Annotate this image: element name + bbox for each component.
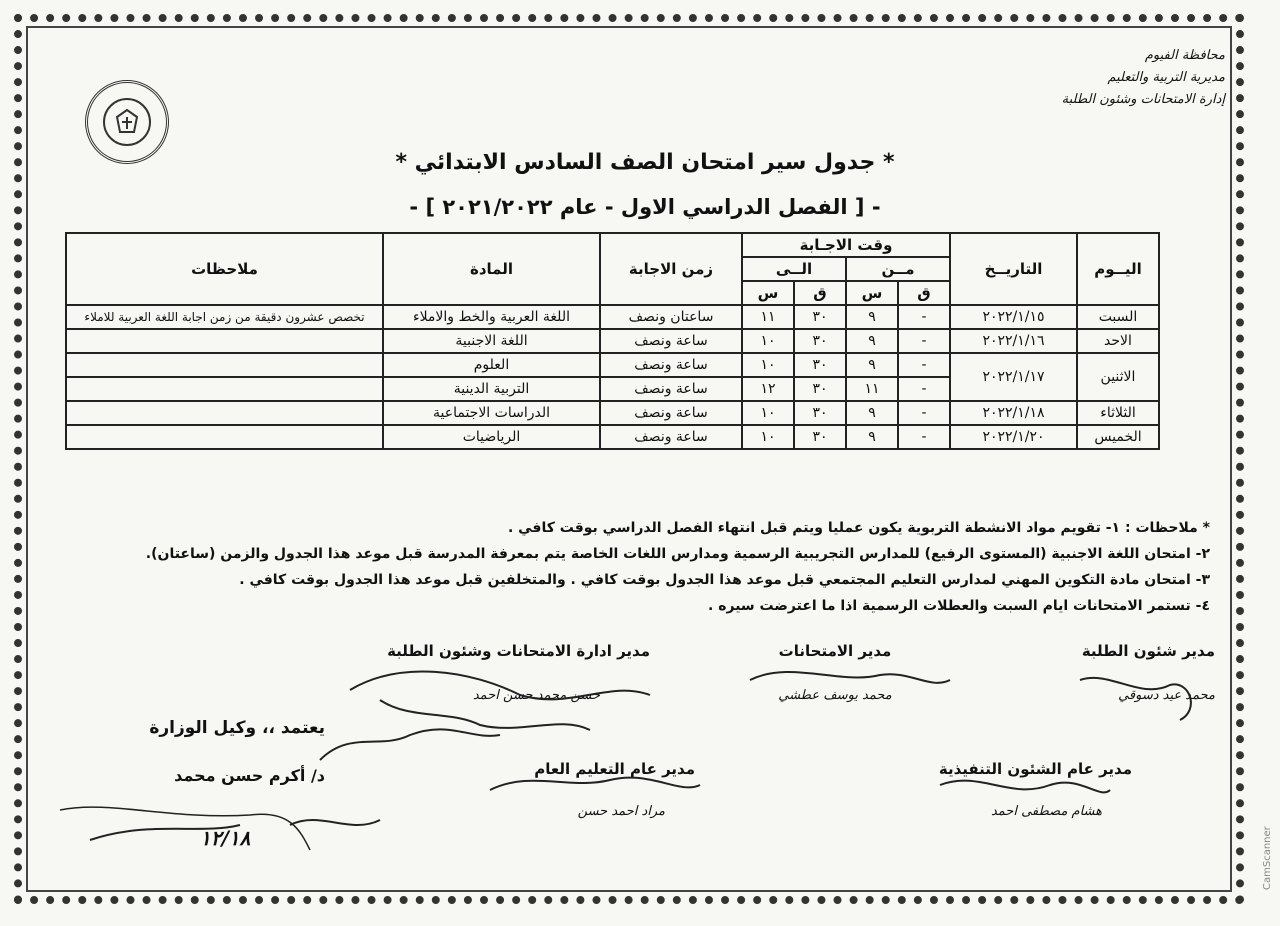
cell-from-hour: ١١	[846, 377, 898, 401]
cell-subject: العلوم	[383, 353, 600, 377]
header-subject: المادة	[383, 233, 600, 305]
cell-remarks	[66, 401, 383, 425]
cell-to-hour: ١٠	[742, 401, 794, 425]
header-to-minute: ق	[794, 281, 846, 305]
governorate-text: محافظة الفيوم	[1144, 48, 1225, 63]
table-row	[66, 353, 1159, 377]
cell-to-minute: ٣٠	[794, 377, 846, 401]
cell-date: ٢٠٢٢/١/١٧	[950, 353, 1077, 401]
department-text: إدارة الامتحانات وشئون الطلبة	[1061, 92, 1225, 107]
cell-remarks: تخصص عشرون دقيقة من زمن اجابة اللغة العربية للاملاء	[66, 305, 383, 329]
page-subtitle: - [ الفصل الدراسي الاول - عام ٢٠٢١/٢٠٢٢ ] -	[409, 195, 881, 219]
cell-to-minute: ٣٠	[794, 305, 846, 329]
signature-exams-admin: مدير ادارة الامتحانات وشئون الطلبة حسن محمد حسن احمد	[387, 642, 650, 703]
cell-date: ٢٠٢٢/١/١٦	[950, 329, 1077, 353]
header-from-hour: س	[846, 281, 898, 305]
cell-day: السبت	[1077, 305, 1159, 329]
cell-duration: ساعة ونصف	[600, 377, 742, 401]
header-remarks: ملاحظات	[66, 233, 383, 305]
cell-to-minute: ٣٠	[794, 425, 846, 449]
signature-education: مدير عام التعليم العام مراد احمد حسن	[534, 760, 695, 819]
cell-from-minute: -	[898, 401, 950, 425]
header-from: مــن	[846, 257, 950, 281]
cell-from-hour: ٩	[846, 329, 898, 353]
header-duration: زمن الاجابة	[600, 233, 742, 305]
cell-remarks	[66, 425, 383, 449]
header-date: التاريــخ	[950, 233, 1077, 305]
cell-from-hour: ٩	[846, 305, 898, 329]
handwritten-date: ١٢/١٨	[200, 826, 251, 850]
cell-from-minute: -	[898, 425, 950, 449]
cell-from-minute: -	[898, 353, 950, 377]
cell-subject: التربية الدينية	[383, 377, 600, 401]
cell-duration: ساعة ونصف	[600, 329, 742, 353]
official-seal-icon	[85, 80, 169, 164]
cell-day: الاحد	[1077, 329, 1159, 353]
cell-remarks	[66, 377, 383, 401]
cell-to-minute: ٣٠	[794, 353, 846, 377]
table-row	[66, 401, 1159, 425]
note-item: ٢- امتحان اللغة الاجنبية (المستوى الرفيع) للمدارس التجريبية الرسمية ومدارس اللغات الخاصة يتم بمعرفة المدرسة قبل موعد هذا الجدول والزمن (ساعتان).	[145, 546, 1210, 562]
cell-to-hour: ١٠	[742, 425, 794, 449]
cell-date: ٢٠٢٢/١/١٥	[950, 305, 1077, 329]
signature-students-affairs: مدير شئون الطلبة محمد عيد دسوقي	[1081, 642, 1215, 703]
notes-label: * ملاحظات :	[1124, 520, 1210, 536]
cell-to-hour: ١٢	[742, 377, 794, 401]
table-row	[66, 305, 1159, 329]
cell-day: الاثنين	[1077, 353, 1159, 401]
cell-from-minute: -	[898, 329, 950, 353]
table-row	[66, 425, 1159, 449]
signature-exams: مدير الامتحانات محمد يوسف عطشي	[778, 642, 892, 703]
cell-duration: ساعة ونصف	[600, 353, 742, 377]
cell-remarks	[66, 353, 383, 377]
note-item: ٣- امتحان مادة التكوين المهني لمدارس التعليم المجتمعي قبل موعد هذا الجدول بوقت كافي . والمتخلفين قبل موعد هذا الجدول بوقت كافي .	[239, 572, 1210, 588]
cell-to-hour: ١١	[742, 305, 794, 329]
cell-day: الخميس	[1077, 425, 1159, 449]
cell-date: ٢٠٢٢/١/٢٠	[950, 425, 1077, 449]
approval-deputy: يعتمد ،، وكيل الوزارة د/ أكرم حسن محمد	[149, 718, 325, 785]
cell-duration: ساعتان ونصف	[600, 305, 742, 329]
cell-duration: ساعة ونصف	[600, 425, 742, 449]
cell-remarks	[66, 329, 383, 353]
header-from-minute: ق	[898, 281, 950, 305]
cell-from-minute: -	[898, 377, 950, 401]
cell-to-hour: ١٠	[742, 353, 794, 377]
note-item: ٤- تستمر الامتحانات ايام السبت والعطلات الرسمية اذا ما اعترضت سيره .	[708, 598, 1210, 614]
cell-date: ٢٠٢٢/١/١٨	[950, 401, 1077, 425]
cell-day: الثلاثاء	[1077, 401, 1159, 425]
directorate-text: مديرية التربية والتعليم	[1107, 70, 1225, 85]
header-to: الــى	[742, 257, 846, 281]
cell-to-minute: ٣٠	[794, 401, 846, 425]
cell-subject: الدراسات الاجتماعية	[383, 401, 600, 425]
exam-schedule-table	[65, 232, 1160, 450]
signature-scribbles-icon	[50, 640, 1230, 860]
letterhead	[935, 45, 1225, 111]
cell-subject: اللغة العربية والخط والاملاء	[383, 305, 600, 329]
header-day: اليــوم	[1077, 233, 1159, 305]
scanner-watermark: CamScanner	[1262, 826, 1273, 890]
note-item: * ملاحظات : ١- تقويم مواد الانشطة التربوية يكون عمليا ويتم قبل انتهاء الفصل الدراسي بوقت كافي .	[507, 520, 1210, 536]
cell-from-hour: ٩	[846, 401, 898, 425]
header-to-hour: س	[742, 281, 794, 305]
cell-subject: الرياضيات	[383, 425, 600, 449]
cell-to-minute: ٣٠	[794, 329, 846, 353]
notes-section	[70, 515, 1210, 619]
header-answer-time: وقت الاجـابة	[742, 233, 950, 257]
cell-to-hour: ١٠	[742, 329, 794, 353]
cell-from-hour: ٩	[846, 353, 898, 377]
page-title: * جدول سير امتحان الصف السادس الابتدائي *	[395, 150, 895, 175]
cell-from-minute: -	[898, 305, 950, 329]
signature-executive: مدير عام الشئون التنفيذية هشام مصطفى احمد	[938, 760, 1132, 819]
cell-duration: ساعة ونصف	[600, 401, 742, 425]
table-row	[66, 329, 1159, 353]
cell-subject: اللغة الاجنبية	[383, 329, 600, 353]
cell-from-hour: ٩	[846, 425, 898, 449]
